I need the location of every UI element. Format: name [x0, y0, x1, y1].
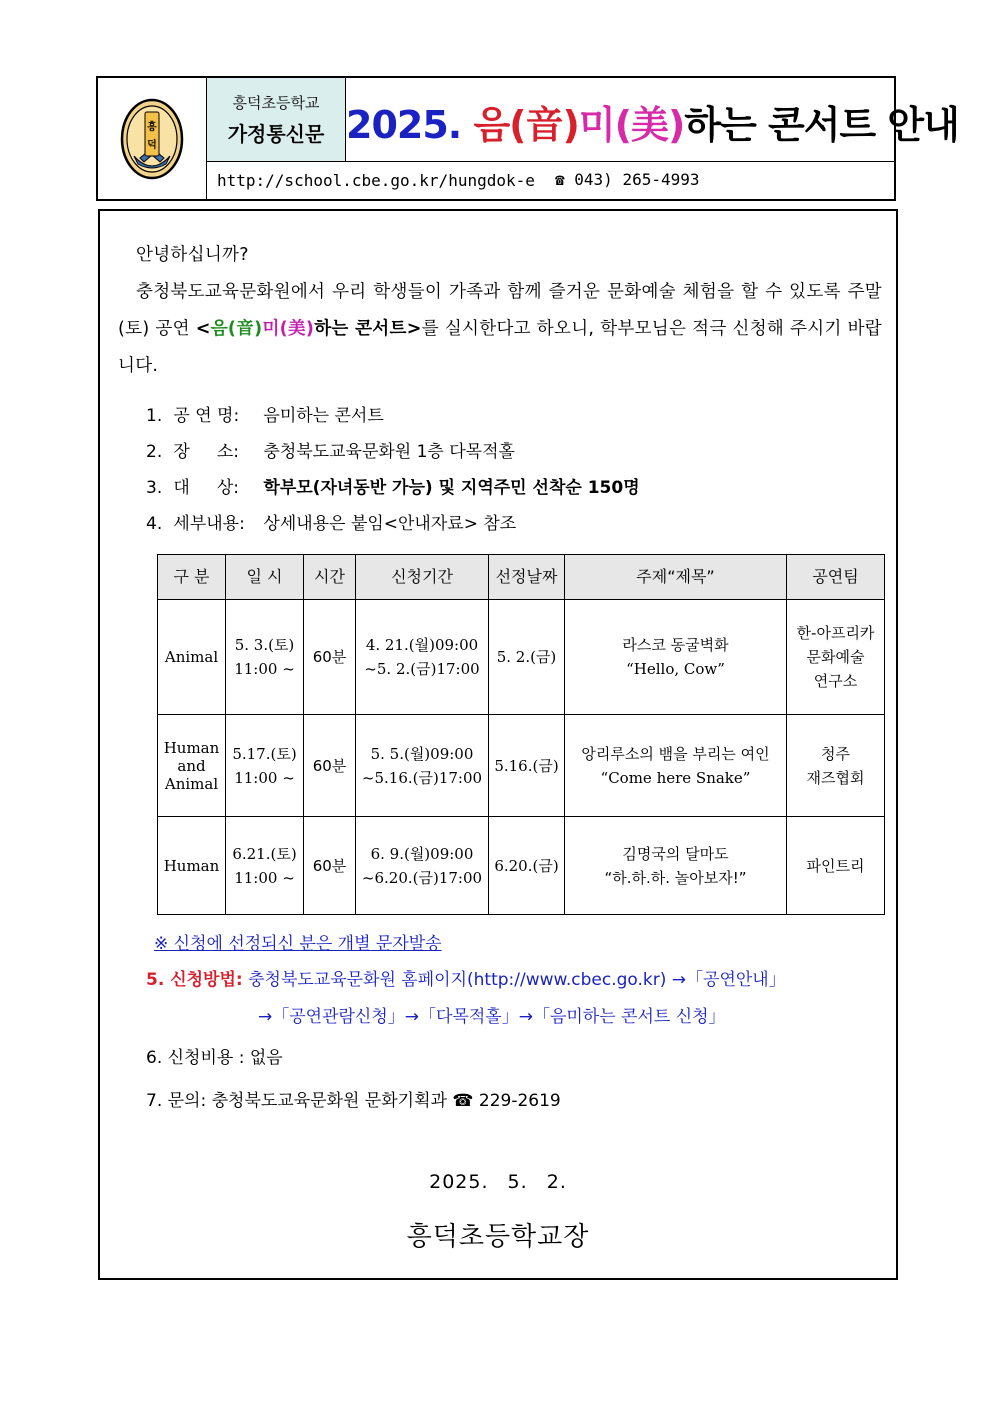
- newsletter-header: [96, 76, 959, 201]
- contact-item: 7. 문의: 충청북도교육문화원 문화기획과 ☎ 229-2619: [146, 1091, 561, 1111]
- school-cell: [207, 78, 346, 162]
- apply-label: 5. 신청방법:: [146, 970, 243, 990]
- apply-line-1: 충청북도교육문화원 홈페이지(http://www.cbec.go.kr) →「공연안내」: [248, 970, 786, 990]
- team-cell: 청주 재즈협회: [787, 715, 885, 817]
- notice-body: [98, 209, 898, 1280]
- url-cell: [207, 162, 894, 199]
- period-cell: 6. 9.(월)09:00 ~6.20.(금)17:00: [356, 817, 489, 915]
- theme-cell: 김명국의 달마도 “하.하.하. 놀아보자!”: [565, 817, 787, 915]
- title-cell: [346, 78, 959, 162]
- duration-cell: 60분: [304, 600, 356, 715]
- logo-text-top: 흥: [147, 122, 157, 133]
- principal-signature: 흥덕초등학교장: [406, 1222, 590, 1252]
- info-list: [146, 401, 640, 545]
- datetime-cell: 5.17.(토) 11:00 ~: [226, 715, 304, 817]
- category-cell: Human and Animal: [158, 715, 226, 817]
- table-header: 주제“제목”: [565, 555, 787, 600]
- list-item: 3. 대 상: 학부모(자녀동반 가능) 및 지역주민 선착순 150명: [146, 478, 640, 498]
- title-eum: 음(音): [473, 103, 579, 147]
- datetime-cell: 6.21.(토) 11:00 ~: [226, 817, 304, 915]
- team-cell: 파인트리: [787, 817, 885, 915]
- phone-icon: ☎: [555, 170, 565, 189]
- table-header: 일 시: [226, 555, 304, 600]
- theme-cell: 앙리루소의 뱀을 부리는 여인 “Come here Snake”: [565, 715, 787, 817]
- school-logo-icon: [120, 98, 184, 180]
- apply-method: [146, 965, 786, 990]
- apply-line-2: →「공연관람신청」→「다목적홀」→「음미하는 콘서트 신청」: [258, 1007, 726, 1027]
- period-cell: 4. 21.(월)09:00 ~5. 2.(금)17:00: [356, 600, 489, 715]
- school-phone: ☎ 043) 265-4993: [555, 170, 700, 189]
- intro-text: [118, 237, 882, 385]
- team-cell: 한-아프리카 문화예술 연구소: [787, 600, 885, 715]
- table-header-row: [158, 555, 885, 600]
- list-item: 4. 세부내용: 상세내용은 붙임<안내자료> 참조: [146, 514, 517, 534]
- schedule-table: [157, 554, 885, 915]
- table-row: [158, 817, 885, 915]
- concert-name-inline: <음(音)미(美)하는 콘서트>: [195, 319, 422, 339]
- theme-cell: 라스코 동굴벽화 “Hello, Cow”: [565, 600, 787, 715]
- duration-cell: 60분: [304, 817, 356, 915]
- table-row: [158, 600, 885, 715]
- list-item: 1. 공 연 명: 음미하는 콘서트: [146, 406, 384, 426]
- school-url-link[interactable]: http://school.cbe.go.kr/hungdok-e: [217, 171, 535, 190]
- duration-cell: 60분: [304, 715, 356, 817]
- selection-cell: 6.20.(금): [489, 817, 565, 915]
- intro-paragraph: 충청북도교육문화원에서 우리 학생들이 가족과 함께 즐거운 문화예술 체험을 할 수 있도록 주말(토) 공연 <음(音)미(美)하는 콘서트>를 실시한다고 하오니, 학부모님은 적극 신청해 주시기 바랍니다.: [118, 282, 882, 376]
- issue-date: 2025. 5. 2.: [429, 1171, 567, 1193]
- selection-note: ※ 신청에 선정되신 분은 개별 문자발송: [154, 934, 442, 954]
- selection-cell: 5.16.(금): [489, 715, 565, 817]
- fee-item: 6. 신청비용 : 없음: [146, 1048, 283, 1068]
- category-cell: Human: [158, 817, 226, 915]
- school-name: 흥덕초등학교: [232, 94, 320, 112]
- table-header: 선정날짜: [489, 555, 565, 600]
- logo-text-bottom: 덕: [147, 140, 157, 151]
- table-header: 신청기간: [356, 555, 489, 600]
- period-cell: 5. 5.(월)09:00 ~5.16.(금)17:00: [356, 715, 489, 817]
- page-title: [346, 94, 959, 149]
- category-cell: Animal: [158, 600, 226, 715]
- selection-cell: 5. 2.(금): [489, 600, 565, 715]
- table-header: 시간: [304, 555, 356, 600]
- title-mi: 미(美): [578, 103, 685, 147]
- table-header: 공연팀: [787, 555, 885, 600]
- table-row: [158, 715, 885, 817]
- datetime-cell: 5. 3.(토) 11:00 ~: [226, 600, 304, 715]
- title-rest: 하는 콘서트 안내: [684, 103, 959, 147]
- table-header: 구 분: [158, 555, 226, 600]
- logo-cell: [98, 78, 207, 199]
- newsletter-label: 가정통신문: [227, 122, 325, 146]
- title-year: 2025.: [346, 103, 462, 147]
- list-item: 2. 장 소: 충청북도교육문화원 1층 다목적홀: [146, 442, 515, 462]
- greeting: 안녕하십니까?: [136, 245, 249, 265]
